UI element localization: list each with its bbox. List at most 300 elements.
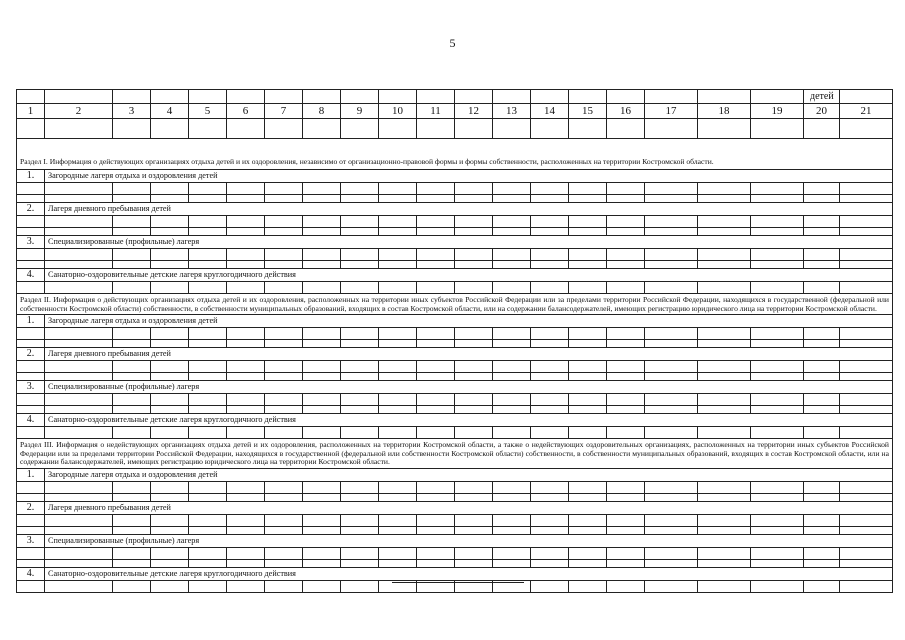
entry-cell[interactable] <box>417 183 455 195</box>
spacer-row <box>17 406 893 414</box>
entry-cell[interactable] <box>227 514 265 526</box>
entry-cell[interactable] <box>645 427 698 439</box>
entry-cell[interactable] <box>303 580 341 592</box>
entry-cell[interactable] <box>151 580 189 592</box>
entry-cell[interactable] <box>645 282 698 294</box>
entry-cell[interactable] <box>698 580 751 592</box>
entry-cell[interactable] <box>493 427 531 439</box>
category-row <box>17 501 893 514</box>
entry-cell[interactable] <box>341 328 379 340</box>
entry-cell[interactable] <box>303 183 341 195</box>
entry-cell[interactable] <box>840 183 893 195</box>
entry-cell[interactable] <box>493 249 531 261</box>
entry-cell[interactable] <box>303 249 341 261</box>
entry-cell[interactable] <box>379 183 417 195</box>
entry-cell[interactable] <box>804 282 840 294</box>
entry-cell[interactable] <box>303 216 341 228</box>
entry-cell[interactable] <box>569 249 607 261</box>
entry-cell[interactable] <box>265 282 303 294</box>
entry-cell[interactable] <box>227 547 265 559</box>
entry-cell[interactable] <box>265 119 303 139</box>
entry-cell[interactable] <box>227 119 265 139</box>
entry-cell[interactable] <box>379 361 417 373</box>
entry-cell[interactable] <box>645 183 698 195</box>
entry-cell[interactable] <box>455 394 493 406</box>
entry-cell[interactable] <box>569 328 607 340</box>
entry-cell[interactable] <box>341 119 379 139</box>
entry-cell[interactable] <box>17 328 45 340</box>
entry-cell[interactable] <box>698 249 751 261</box>
spacer-cell <box>45 406 113 414</box>
entry-cell[interactable] <box>569 394 607 406</box>
entry-cell[interactable] <box>455 282 493 294</box>
entry-cell[interactable] <box>113 427 151 439</box>
spacer-cell <box>265 195 303 203</box>
entry-cell[interactable] <box>113 361 151 373</box>
entry-cell[interactable] <box>698 547 751 559</box>
entry-cell[interactable] <box>151 328 189 340</box>
entry-cell[interactable] <box>17 216 45 228</box>
entry-cell[interactable] <box>645 249 698 261</box>
entry-cell[interactable] <box>698 394 751 406</box>
entry-cell[interactable] <box>151 481 189 493</box>
entry-cell[interactable] <box>303 394 341 406</box>
entry-cell[interactable] <box>751 282 804 294</box>
entry-cell[interactable] <box>341 514 379 526</box>
entry-cell[interactable] <box>265 481 303 493</box>
entry-cell[interactable] <box>417 119 455 139</box>
entry-cell[interactable] <box>607 394 645 406</box>
entry-cell[interactable] <box>493 514 531 526</box>
entry-cell[interactable] <box>455 328 493 340</box>
entry-cell[interactable] <box>698 282 751 294</box>
entry-cell[interactable] <box>113 394 151 406</box>
entry-cell[interactable] <box>17 547 45 559</box>
spacer-cell <box>17 195 45 203</box>
entry-cell[interactable] <box>113 580 151 592</box>
entry-cell[interactable] <box>607 514 645 526</box>
entry-cell[interactable] <box>17 361 45 373</box>
entry-cell[interactable] <box>804 580 840 592</box>
entry-cell[interactable] <box>265 394 303 406</box>
entry-cell[interactable] <box>303 282 341 294</box>
entry-cell[interactable] <box>341 183 379 195</box>
entry-cell[interactable] <box>455 427 493 439</box>
entry-cell[interactable] <box>751 394 804 406</box>
entry-cell[interactable] <box>265 580 303 592</box>
entry-cell[interactable] <box>303 119 341 139</box>
spacer-cell <box>265 228 303 236</box>
entry-cell[interactable] <box>645 216 698 228</box>
entry-cell[interactable] <box>17 394 45 406</box>
entry-cell[interactable] <box>265 514 303 526</box>
entry-cell[interactable] <box>45 119 113 139</box>
entry-cell[interactable] <box>189 216 227 228</box>
entry-cell[interactable] <box>45 481 113 493</box>
entry-cell[interactable] <box>645 328 698 340</box>
spacer-cell <box>341 228 379 236</box>
entry-cell[interactable] <box>227 361 265 373</box>
entry-cell[interactable] <box>493 216 531 228</box>
spacer-cell <box>379 406 417 414</box>
entry-cell[interactable] <box>189 547 227 559</box>
entry-cell[interactable] <box>569 580 607 592</box>
entry-cell[interactable] <box>417 361 455 373</box>
entry-cell[interactable] <box>493 328 531 340</box>
entry-cell[interactable] <box>45 427 113 439</box>
entry-cell[interactable] <box>341 282 379 294</box>
entry-cell[interactable] <box>645 547 698 559</box>
entry-cell[interactable] <box>804 394 840 406</box>
entry-cell[interactable] <box>531 547 569 559</box>
entry-cell[interactable] <box>569 514 607 526</box>
spacer-cell <box>189 195 227 203</box>
entry-cell[interactable] <box>455 547 493 559</box>
entry-cell[interactable] <box>151 183 189 195</box>
entry-cell[interactable] <box>113 249 151 261</box>
entry-cell[interactable] <box>607 249 645 261</box>
entry-cell[interactable] <box>341 580 379 592</box>
entry-cell[interactable] <box>645 514 698 526</box>
entry-cell[interactable] <box>227 427 265 439</box>
entry-cell[interactable] <box>417 249 455 261</box>
entry-cell[interactable] <box>379 427 417 439</box>
entry-cell[interactable] <box>751 183 804 195</box>
entry-cell[interactable] <box>840 481 893 493</box>
entry-cell[interactable] <box>45 216 113 228</box>
entry-cell[interactable] <box>751 547 804 559</box>
entry-cell[interactable] <box>113 119 151 139</box>
spacer-cell <box>531 559 569 567</box>
spacer-cell <box>227 340 265 348</box>
spacer-cell <box>531 526 569 534</box>
entry-cell[interactable] <box>341 216 379 228</box>
entry-cell[interactable] <box>113 547 151 559</box>
entry-cell[interactable] <box>17 514 45 526</box>
spacer-cell <box>189 373 227 381</box>
entry-cell[interactable] <box>151 119 189 139</box>
entry-cell[interactable] <box>17 427 45 439</box>
entry-cell[interactable] <box>113 282 151 294</box>
entry-cell[interactable] <box>379 119 417 139</box>
entry-cell[interactable] <box>417 328 455 340</box>
entry-cell[interactable] <box>379 394 417 406</box>
entry-cell[interactable] <box>698 216 751 228</box>
entry-cell[interactable] <box>227 328 265 340</box>
entry-cell[interactable] <box>531 216 569 228</box>
entry-cell[interactable] <box>531 361 569 373</box>
entry-cell[interactable] <box>455 183 493 195</box>
entry-cell[interactable] <box>189 394 227 406</box>
entry-cell[interactable] <box>804 216 840 228</box>
category-number: 4. <box>17 269 45 282</box>
entry-cell[interactable] <box>303 514 341 526</box>
entry-cell[interactable] <box>751 580 804 592</box>
entry-cell[interactable] <box>751 216 804 228</box>
entry-cell[interactable] <box>493 361 531 373</box>
entry-cell[interactable] <box>607 328 645 340</box>
entry-cell[interactable] <box>698 119 751 139</box>
spacer-cell <box>569 195 607 203</box>
entry-cell[interactable] <box>493 394 531 406</box>
entry-cell[interactable] <box>151 394 189 406</box>
entry-cell[interactable] <box>265 361 303 373</box>
spacer-row <box>17 526 893 534</box>
entry-cell[interactable] <box>303 481 341 493</box>
spacer-cell <box>265 493 303 501</box>
entry-cell[interactable] <box>531 427 569 439</box>
entry-cell[interactable] <box>493 481 531 493</box>
entry-cell[interactable] <box>189 249 227 261</box>
entry-cell[interactable] <box>840 580 893 592</box>
entry-cell[interactable] <box>151 361 189 373</box>
entry-cell[interactable] <box>804 547 840 559</box>
entry-cell[interactable] <box>607 119 645 139</box>
entry-cell[interactable] <box>417 282 455 294</box>
entry-cell[interactable] <box>569 183 607 195</box>
entry-cell[interactable] <box>840 514 893 526</box>
entry-cell[interactable] <box>341 427 379 439</box>
entry-cell[interactable] <box>751 514 804 526</box>
spacer-cell <box>379 195 417 203</box>
entry-cell[interactable] <box>341 547 379 559</box>
entry-cell[interactable] <box>17 249 45 261</box>
entry-cell[interactable] <box>751 119 804 139</box>
entry-cell[interactable] <box>417 394 455 406</box>
entry-cell[interactable] <box>379 547 417 559</box>
spacer-cell <box>17 261 45 269</box>
entry-cell[interactable] <box>341 394 379 406</box>
entry-cell[interactable] <box>379 514 417 526</box>
spacer-cell <box>341 493 379 501</box>
entry-cell[interactable] <box>189 282 227 294</box>
entry-cell[interactable] <box>189 183 227 195</box>
entry-cell[interactable] <box>341 249 379 261</box>
entry-cell[interactable] <box>607 282 645 294</box>
entry-cell[interactable] <box>227 481 265 493</box>
entry-cell[interactable] <box>607 183 645 195</box>
entry-cell[interactable] <box>227 580 265 592</box>
entry-cell[interactable] <box>417 427 455 439</box>
entry-cell[interactable] <box>569 361 607 373</box>
entry-cell[interactable] <box>607 481 645 493</box>
entry-cell[interactable] <box>840 249 893 261</box>
entry-cell[interactable] <box>45 361 113 373</box>
entry-cell[interactable] <box>493 183 531 195</box>
entry-cell[interactable] <box>645 481 698 493</box>
entry-cell[interactable] <box>45 580 113 592</box>
entry-cell[interactable] <box>45 514 113 526</box>
entry-cell[interactable] <box>341 361 379 373</box>
entry-cell[interactable] <box>45 394 113 406</box>
entry-cell[interactable] <box>698 514 751 526</box>
entry-cell[interactable] <box>840 547 893 559</box>
entry-cell[interactable] <box>531 249 569 261</box>
entry-cell[interactable] <box>751 328 804 340</box>
entry-cell[interactable] <box>569 282 607 294</box>
entry-cell[interactable] <box>417 481 455 493</box>
entry-cell[interactable] <box>455 481 493 493</box>
entry-cell[interactable] <box>151 249 189 261</box>
entry-cell[interactable] <box>607 580 645 592</box>
entry-cell[interactable] <box>341 481 379 493</box>
entry-cell[interactable] <box>531 282 569 294</box>
entry-cell[interactable] <box>151 514 189 526</box>
spacer-cell <box>45 559 113 567</box>
entry-cell[interactable] <box>531 119 569 139</box>
entry-cell[interactable] <box>751 249 804 261</box>
entry-cell[interactable] <box>151 282 189 294</box>
entry-cell[interactable] <box>379 216 417 228</box>
entry-cell[interactable] <box>840 328 893 340</box>
entry-cell[interactable] <box>455 249 493 261</box>
entry-cell[interactable] <box>698 328 751 340</box>
entry-cell[interactable] <box>303 547 341 559</box>
entry-cell[interactable] <box>531 481 569 493</box>
entry-cell[interactable] <box>227 216 265 228</box>
entry-cell[interactable] <box>804 361 840 373</box>
entry-cell[interactable] <box>45 282 113 294</box>
entry-cell[interactable] <box>698 183 751 195</box>
entry-cell[interactable] <box>840 119 893 139</box>
entry-cell[interactable] <box>113 328 151 340</box>
entry-cell[interactable] <box>17 481 45 493</box>
entry-cell[interactable] <box>804 328 840 340</box>
entry-cell[interactable] <box>265 249 303 261</box>
entry-cell[interactable] <box>645 394 698 406</box>
entry-cell[interactable] <box>265 216 303 228</box>
entry-cell[interactable] <box>227 282 265 294</box>
entry-cell[interactable] <box>265 183 303 195</box>
entry-cell[interactable] <box>804 481 840 493</box>
entry-cell[interactable] <box>265 547 303 559</box>
entry-cell[interactable] <box>227 249 265 261</box>
entry-cell[interactable] <box>265 328 303 340</box>
entry-cell[interactable] <box>607 547 645 559</box>
entry-cell[interactable] <box>607 216 645 228</box>
entry-cell[interactable] <box>493 547 531 559</box>
entry-cell[interactable] <box>751 361 804 373</box>
entry-cell[interactable] <box>379 328 417 340</box>
entry-cell[interactable] <box>493 282 531 294</box>
entry-cell[interactable] <box>303 328 341 340</box>
entry-cell[interactable] <box>607 361 645 373</box>
entry-cell[interactable] <box>645 361 698 373</box>
entry-cell[interactable] <box>607 427 645 439</box>
entry-cell[interactable] <box>531 328 569 340</box>
entry-cell[interactable] <box>17 119 45 139</box>
entry-cell[interactable] <box>455 119 493 139</box>
entry-cell[interactable] <box>417 547 455 559</box>
entry-cell[interactable] <box>455 361 493 373</box>
entry-cell[interactable] <box>804 249 840 261</box>
entry-cell[interactable] <box>189 481 227 493</box>
entry-cell[interactable] <box>113 183 151 195</box>
entry-cell[interactable] <box>113 514 151 526</box>
entry-cell[interactable] <box>804 119 840 139</box>
entry-cell[interactable] <box>569 481 607 493</box>
entry-cell[interactable] <box>151 216 189 228</box>
header-cell <box>265 90 303 104</box>
entry-cell[interactable] <box>113 481 151 493</box>
entry-cell[interactable] <box>804 183 840 195</box>
entry-cell[interactable] <box>645 580 698 592</box>
spacer-row <box>17 340 893 348</box>
header-cell <box>569 90 607 104</box>
entry-cell[interactable] <box>113 216 151 228</box>
spacer-cell <box>303 228 341 236</box>
section-3-title-row <box>17 439 893 469</box>
entry-cell[interactable] <box>379 249 417 261</box>
entry-cell[interactable] <box>45 328 113 340</box>
entry-cell[interactable] <box>17 580 45 592</box>
entry-cell[interactable] <box>417 216 455 228</box>
entry-cell[interactable] <box>45 249 113 261</box>
entry-cell[interactable] <box>531 580 569 592</box>
entry-cell[interactable] <box>227 183 265 195</box>
entry-cell[interactable] <box>804 427 840 439</box>
entry-cell[interactable] <box>189 119 227 139</box>
entry-cell[interactable] <box>151 427 189 439</box>
entry-cell[interactable] <box>569 427 607 439</box>
entry-cell[interactable] <box>455 514 493 526</box>
entry-cell[interactable] <box>417 514 455 526</box>
entry-cell[interactable] <box>455 216 493 228</box>
spacer-row <box>17 195 893 203</box>
entry-cell[interactable] <box>569 119 607 139</box>
spacer-cell <box>189 261 227 269</box>
entry-cell[interactable] <box>569 216 607 228</box>
entry-cell[interactable] <box>804 514 840 526</box>
entry-cell[interactable] <box>698 427 751 439</box>
entry-cell[interactable] <box>531 183 569 195</box>
entry-cell[interactable] <box>45 547 113 559</box>
entry-cell[interactable] <box>45 183 113 195</box>
spacer-cell <box>189 559 227 567</box>
entry-cell[interactable] <box>840 394 893 406</box>
entry-cell[interactable] <box>189 361 227 373</box>
entry-cell[interactable] <box>531 394 569 406</box>
entry-cell[interactable] <box>751 427 804 439</box>
entry-cell[interactable] <box>379 282 417 294</box>
entry-cell[interactable] <box>531 514 569 526</box>
entry-cell[interactable] <box>189 427 227 439</box>
entry-cell[interactable] <box>303 361 341 373</box>
entry-cell[interactable] <box>840 282 893 294</box>
spacer-cell <box>751 406 804 414</box>
entry-cell[interactable] <box>840 361 893 373</box>
entry-cell[interactable] <box>569 547 607 559</box>
entry-cell[interactable] <box>303 427 341 439</box>
entry-cell[interactable] <box>840 216 893 228</box>
entry-cell[interactable] <box>698 481 751 493</box>
entry-cell[interactable] <box>751 481 804 493</box>
entry-cell[interactable] <box>493 119 531 139</box>
entry-cell[interactable] <box>189 514 227 526</box>
spacer-cell <box>645 228 698 236</box>
entry-cell[interactable] <box>265 427 303 439</box>
entry-cell[interactable] <box>17 183 45 195</box>
entry-cell[interactable] <box>645 119 698 139</box>
entry-cell[interactable] <box>227 394 265 406</box>
entry-cell[interactable] <box>840 427 893 439</box>
entry-cell[interactable] <box>151 547 189 559</box>
entry-cell[interactable] <box>698 361 751 373</box>
entry-cell[interactable] <box>189 328 227 340</box>
entry-cell[interactable] <box>189 580 227 592</box>
entry-cell[interactable] <box>17 282 45 294</box>
entry-cell[interactable] <box>379 481 417 493</box>
